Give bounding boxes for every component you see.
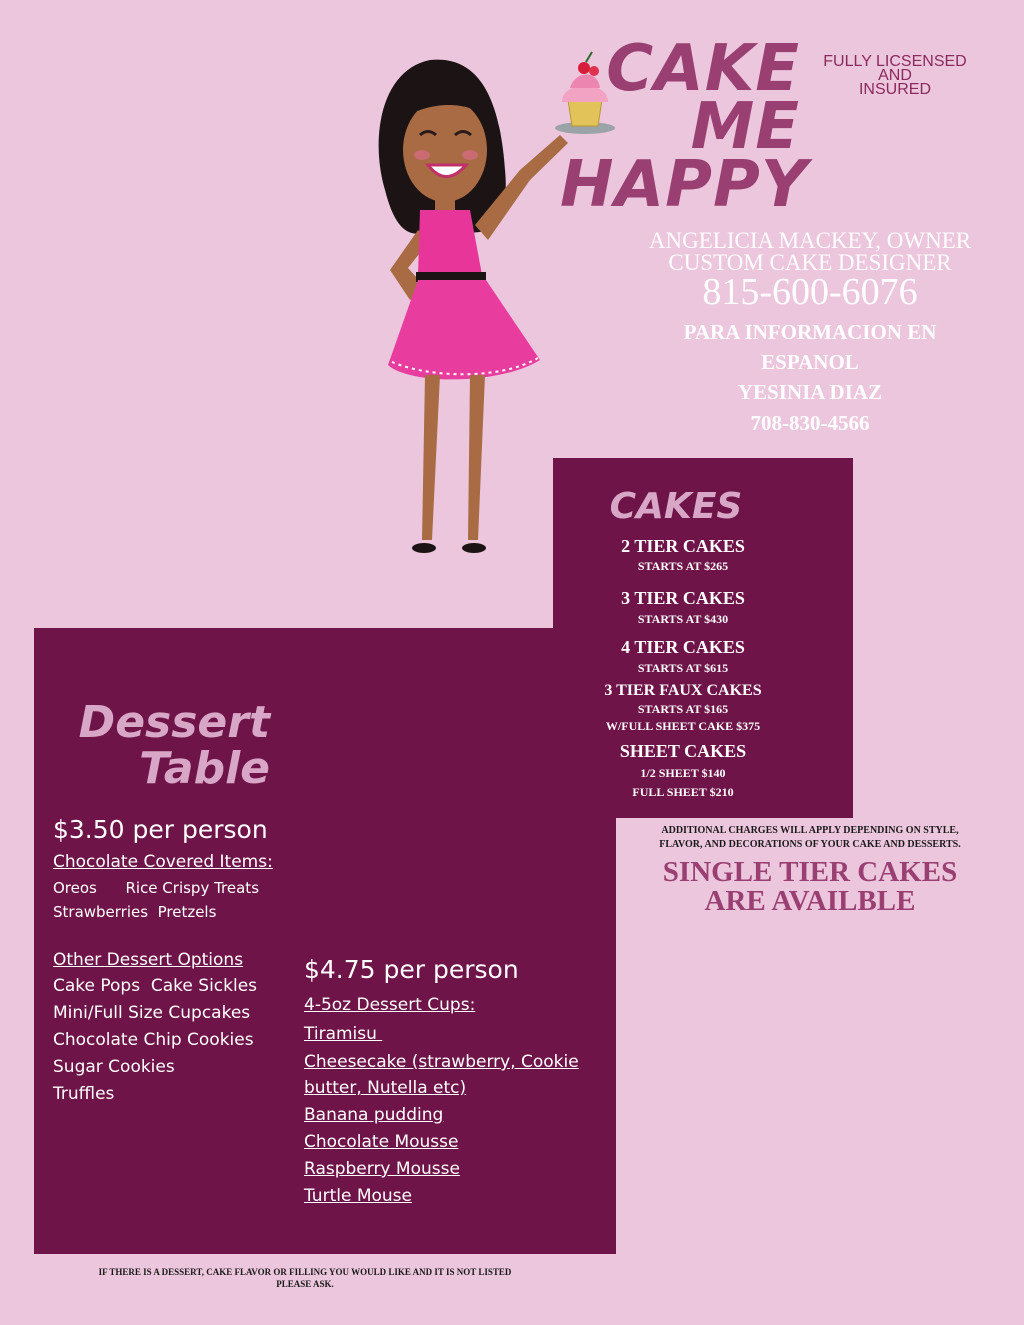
spanish-info-line-2: ESPANOL bbox=[761, 350, 859, 374]
brand-line-3: HAPPY bbox=[560, 148, 809, 222]
footer-line-1: IF THERE IS A DESSERT, CAKE FLAVOR OR FILLING YOU WOULD LIKE AND IT IS NOT LISTED bbox=[98, 1267, 512, 1277]
dessert-cup-item: Cheesecake (strawberry, Cookie bbox=[304, 1052, 579, 1072]
other-option-item: Mini/Full Size Cupcakes bbox=[53, 1003, 251, 1023]
other-options-heading: Other Dessert Options bbox=[53, 950, 244, 970]
single-tier-line-2: ARE AVAILBLE bbox=[704, 885, 916, 917]
cake-item-name: 4 TIER CAKES bbox=[621, 637, 745, 657]
dessert-cup-item: Chocolate Mousse bbox=[304, 1132, 459, 1152]
single-tier-line-1: SINGLE TIER CAKES bbox=[662, 856, 958, 888]
cake-item-price: STARTS AT $615 bbox=[637, 661, 729, 675]
single-tier-note bbox=[630, 858, 990, 916]
dessert-cup-item: Tiramisu bbox=[304, 1024, 383, 1044]
dessert-cup-item: butter, Nutella etc) bbox=[304, 1078, 467, 1098]
brand-line-2: ME bbox=[690, 90, 800, 164]
cake-item-name: SHEET CAKES bbox=[619, 741, 747, 761]
other-option-item: Cake Pops Cake Sickles bbox=[53, 976, 258, 996]
price-per-person-2: $4.75 per person bbox=[304, 955, 519, 984]
cake-item-extra: W/FULL SHEET CAKE $375 bbox=[605, 719, 761, 733]
dessert-table-title bbox=[60, 697, 270, 794]
footer-note bbox=[60, 1266, 550, 1290]
note-line-1: ADDITIONAL CHARGES WILL APPLY DEPENDING ON STYLE, bbox=[661, 825, 959, 836]
cake-item-price: 1/2 SHEET $140 bbox=[640, 766, 726, 780]
additional-charges-note bbox=[630, 824, 990, 852]
cake-item-name: 3 TIER CAKES bbox=[621, 588, 745, 608]
cake-item-name: 2 TIER CAKES bbox=[621, 536, 745, 556]
license-line-1: FULLY LICSENSED bbox=[823, 53, 967, 70]
dessert-title-line-1: Dessert bbox=[78, 697, 270, 748]
cake-item-price: STARTS AT $265 bbox=[637, 559, 729, 573]
cake-item-name: 3 TIER FAUX CAKES bbox=[604, 682, 762, 699]
other-option-item: Truffles bbox=[53, 1084, 115, 1104]
covered-items-line-2: Strawberries Pretzels bbox=[53, 903, 217, 921]
license-line-2: AND bbox=[878, 67, 912, 84]
cake-item-price: STARTS AT $430 bbox=[637, 612, 729, 626]
price-per-person-1: $3.50 per person bbox=[53, 815, 268, 844]
chocolate-covered-heading: Chocolate Covered Items: bbox=[53, 852, 273, 872]
dessert-title-line-2: Table bbox=[139, 743, 270, 794]
owner-title: CUSTOM CAKE DESIGNER bbox=[668, 250, 952, 275]
brand-line-1: CAKE bbox=[606, 32, 800, 106]
spanish-info-line-1: PARA INFORMACION EN bbox=[683, 320, 937, 344]
owner-phone[interactable]: 815-600-6076 bbox=[702, 271, 918, 313]
note-line-2: FLAVOR, AND DECORATIONS OF YOUR CAKE AND DESSERTS. bbox=[659, 839, 961, 850]
dessert-cup-item: Turtle Mouse bbox=[304, 1186, 412, 1206]
cakes-title: CAKES bbox=[609, 486, 743, 527]
license-note bbox=[800, 55, 990, 97]
other-option-item: Chocolate Chip Cookies bbox=[53, 1030, 254, 1050]
dessert-cup-item: Banana pudding bbox=[304, 1105, 444, 1125]
spanish-contact-phone[interactable]: 708-830-4566 bbox=[750, 411, 870, 435]
dessert-cup-item: Raspberry Mousse bbox=[304, 1159, 460, 1179]
other-option-item: Sugar Cookies bbox=[53, 1057, 175, 1077]
cake-item-price: STARTS AT $165 bbox=[637, 702, 729, 716]
spanish-contact-name: YESINIA DIAZ bbox=[737, 380, 883, 404]
owner-name: ANGELICIA MACKEY, OWNER bbox=[648, 228, 972, 253]
license-line-3: INSURED bbox=[858, 81, 931, 98]
dessert-cups-heading: 4-5oz Dessert Cups: bbox=[304, 995, 476, 1015]
brand-logo bbox=[560, 32, 809, 222]
covered-items-line-1: Oreos Rice Crispy Treats bbox=[53, 879, 260, 897]
footer-line-2: PLEASE ASK. bbox=[276, 1279, 334, 1289]
cake-item-extra: FULL SHEET $210 bbox=[632, 785, 734, 799]
